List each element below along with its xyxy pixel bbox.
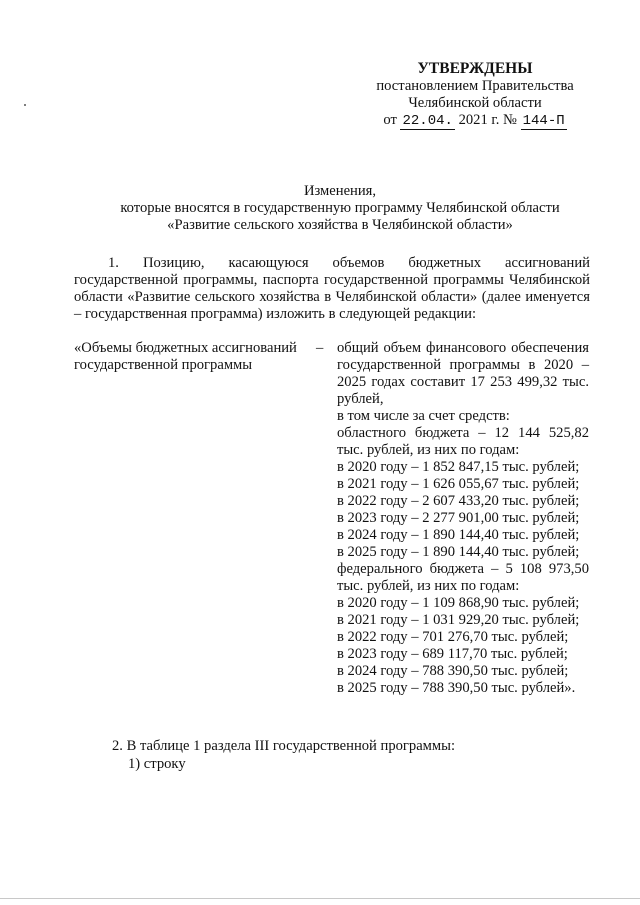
approval-number: 144-П bbox=[522, 113, 565, 129]
regional-year-2021: в 2021 году – 1 626 055,67 тыс. рублей; bbox=[337, 476, 580, 492]
federal-year-2025: в 2025 году – 788 390,50 тыс. рублей». bbox=[337, 680, 576, 696]
title-line-2: которые вносятся в государственную программу Челябинской области bbox=[120, 200, 560, 216]
approval-date-line bbox=[360, 112, 590, 130]
title-line-1: Изменения, bbox=[303, 183, 377, 199]
regional-years-list bbox=[337, 459, 589, 561]
regional-year-2025: в 2025 году – 1 890 144,40 тыс. рублей; bbox=[337, 544, 580, 560]
approval-year: 2021 г. № bbox=[458, 112, 517, 128]
federal-year-2024: в 2024 году – 788 390,50 тыс. рублей; bbox=[337, 663, 569, 679]
federal-year-2020: в 2020 году – 1 109 868,90 тыс. рублей; bbox=[337, 595, 580, 611]
title-line-3: «Развитие сельского хозяйства в Челябинской области» bbox=[167, 217, 513, 233]
federal-year-2023: в 2023 году – 689 117,70 тыс. рублей; bbox=[337, 646, 568, 662]
federal-budget: федерального бюджета – 5 108 973,50 тыс. рублей, из них по годам: bbox=[337, 561, 589, 594]
item-2-subitem-1: 1) строку bbox=[128, 756, 186, 772]
total-funding: общий объем финансового обеспечения государственной программы в 2020 – 2025 годах составит 17 253 499,32 тыс. рублей, bbox=[337, 340, 589, 407]
including-line: в том числе за счет средств: bbox=[337, 408, 510, 424]
regional-year-2024: в 2024 году – 1 890 144,40 тыс. рублей; bbox=[337, 527, 580, 543]
approval-line-2: Челябинской области bbox=[408, 95, 542, 111]
scan-speck bbox=[24, 104, 26, 106]
paragraph-1: 1. Позицию, касающуюся объемов бюджетных ассигнований государственной программы, паспорта государственной программы Челябинской области «Развитие сельского хозяйства в Челябинской области» (далее именуется – государственная программа) изложить в следующей редакции: bbox=[74, 255, 590, 322]
federal-year-2021: в 2021 году – 1 031 929,20 тыс. рублей; bbox=[337, 612, 580, 628]
document-title bbox=[60, 183, 620, 234]
position-dash: – bbox=[316, 340, 324, 356]
regional-year-2023: в 2023 году – 2 277 901,00 тыс. рублей; bbox=[337, 510, 580, 526]
approval-title: УТВЕРЖДЕНЫ bbox=[417, 60, 533, 77]
regional-budget: областного бюджета – 12 144 525,82 тыс. рублей, из них по годам: bbox=[337, 425, 589, 458]
approval-date: 22.04. bbox=[402, 113, 453, 129]
federal-year-2022: в 2022 году – 701 276,70 тыс. рублей; bbox=[337, 629, 569, 645]
federal-years-list bbox=[337, 595, 589, 697]
item-2: 2. В таблице 1 раздела III государственной программы: bbox=[112, 738, 456, 754]
scan-bottom-edge bbox=[0, 898, 640, 899]
approval-stamp bbox=[360, 60, 590, 130]
regional-year-2020: в 2020 году – 1 852 847,15 тыс. рублей; bbox=[337, 459, 580, 475]
budget-position-value bbox=[337, 340, 589, 697]
budget-position-label: «Объемы бюджетных ассигнований государственной программы bbox=[74, 340, 297, 373]
date-prefix: от bbox=[383, 112, 397, 128]
regional-year-2022: в 2022 году – 2 607 433,20 тыс. рублей; bbox=[337, 493, 580, 509]
approval-line-1: постановлением Правительства bbox=[376, 78, 574, 94]
